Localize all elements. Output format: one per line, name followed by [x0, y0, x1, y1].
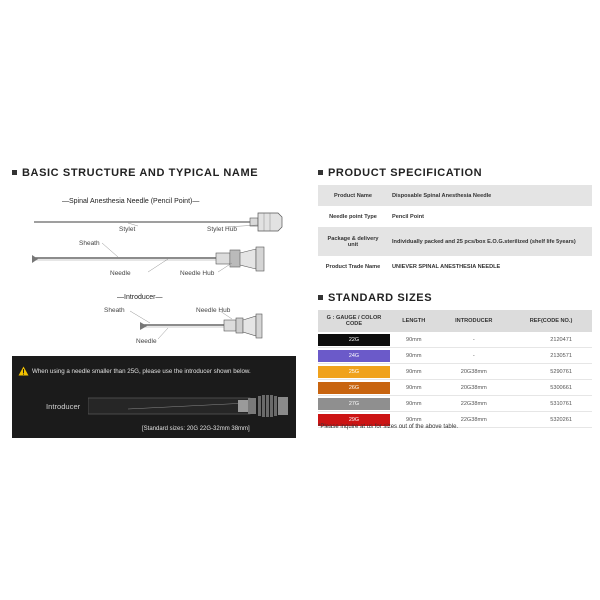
gauge-swatch: 29G [318, 414, 390, 426]
spec-value: Individually packed and 25 pcs/box E.O.G.sterilized (shelf life 5years) [388, 227, 592, 256]
introducer-needle-hub-label: Needle Hub [196, 307, 231, 314]
column-header: REF(CODE NO.) [510, 310, 592, 332]
stylet-drawing [34, 213, 282, 231]
introducer-needle-label: Needle [136, 338, 157, 345]
sheath-label: Sheath [79, 240, 100, 247]
spec-row [318, 185, 592, 206]
length-cell: 90mm [390, 380, 437, 396]
spec-row [318, 227, 592, 256]
table-row [318, 332, 592, 348]
length-cell: 90mm [390, 364, 437, 380]
introducer-cell: 22G38mm [437, 412, 510, 428]
table-row [318, 364, 592, 380]
bullet-square-icon [318, 170, 323, 175]
gauge-color-cell [318, 348, 390, 364]
ref-cell: 5320261 [510, 412, 592, 428]
needle-hub-label: Needle Hub [180, 270, 215, 277]
spec-row [318, 256, 592, 277]
standard-sizes-text: [Standard sizes: 20G 22G-32mm 38mm] [142, 426, 250, 432]
spec-section-title [318, 167, 482, 179]
spec-row [318, 206, 592, 227]
introducer-photo [88, 392, 296, 420]
introducer-cell: - [437, 332, 510, 348]
column-header: INTRODUCER [437, 310, 510, 332]
bullet-square-icon [12, 170, 17, 175]
gauge-swatch: 25G [318, 366, 390, 378]
assembled-needle-drawing [32, 247, 264, 271]
ref-cell: 5300661 [510, 380, 592, 396]
spec-value: UNIEVER SPINAL ANESTHESIA NEEDLE [392, 263, 501, 270]
structure-section-title [12, 167, 258, 179]
bullet-square-icon [318, 295, 323, 300]
length-cell: 90mm [390, 348, 437, 364]
table-row [318, 396, 592, 412]
introducer-diagram-title: —Introducer— [117, 294, 163, 301]
table-row [318, 380, 592, 396]
table-row [318, 348, 592, 364]
gauge-swatch: 24G [318, 350, 390, 362]
gauge-color-cell [318, 332, 390, 348]
spec-key: Package & delivery unit [318, 227, 388, 256]
introducer-info-panel [12, 356, 296, 438]
stylet-label: Stylet [119, 226, 136, 233]
introducer-cell: - [437, 348, 510, 364]
sizes-title-text: STANDARD SIZES [328, 292, 433, 304]
length-cell: 90mm [390, 396, 437, 412]
sizes-section-title [318, 292, 432, 304]
spec-key: Product Trade Name [325, 263, 381, 270]
introducer-cell: 20G38mm [437, 380, 510, 396]
ref-cell: 2120471 [510, 332, 592, 348]
gauge-color-cell [318, 380, 390, 396]
introducer-sheath-label: Sheath [104, 307, 125, 314]
spec-value: Pencil Point [392, 213, 425, 220]
sizes-table [318, 310, 592, 428]
spec-value: Disposable Spinal Anesthesia Needle [388, 185, 592, 206]
length-cell: 90mm [390, 332, 437, 348]
gauge-color-cell [318, 364, 390, 380]
warning-triangle-icon [18, 366, 29, 376]
column-header: G : GAUGE / COLOR CODE [318, 310, 390, 332]
gauge-color-cell [318, 396, 390, 412]
gauge-swatch: 22G [318, 334, 390, 346]
gauge-swatch: 26G [318, 382, 390, 394]
length-cell: 90mm [390, 412, 437, 428]
ref-cell: 5290761 [510, 364, 592, 380]
introducer-cell: 20G38mm [437, 364, 510, 380]
stylet-hub-label: Stylet Hub [207, 226, 237, 233]
spec-key: Product Name [318, 185, 388, 206]
spec-title-text: PRODUCT SPECIFICATION [328, 167, 483, 179]
column-header: LENGTH [390, 310, 437, 332]
sizes-note: *Please inquire at us for sizes out of the above table. [318, 424, 459, 430]
spec-table [318, 185, 592, 277]
structure-title-text: BASIC STRUCTURE AND TYPICAL NAME [22, 167, 259, 179]
introducer-cell: 22G38mm [437, 396, 510, 412]
ref-cell: 5310761 [510, 396, 592, 412]
needle-label: Needle [110, 270, 131, 277]
spinal-needle-diagram [20, 205, 300, 280]
introducer-photo-label: Introducer [46, 402, 81, 411]
ref-cell: 2130571 [510, 348, 592, 364]
spec-key: Needle point Type [329, 213, 377, 220]
sizes-header-row [318, 310, 592, 332]
spinal-needle-diagram-title: —Spinal Anesthesia Needle (Pencil Point)— [62, 198, 200, 205]
gauge-swatch: 27G [318, 398, 390, 410]
warning-text: When using a needle smaller than 25G, please use the introducer shown below. [32, 368, 251, 375]
